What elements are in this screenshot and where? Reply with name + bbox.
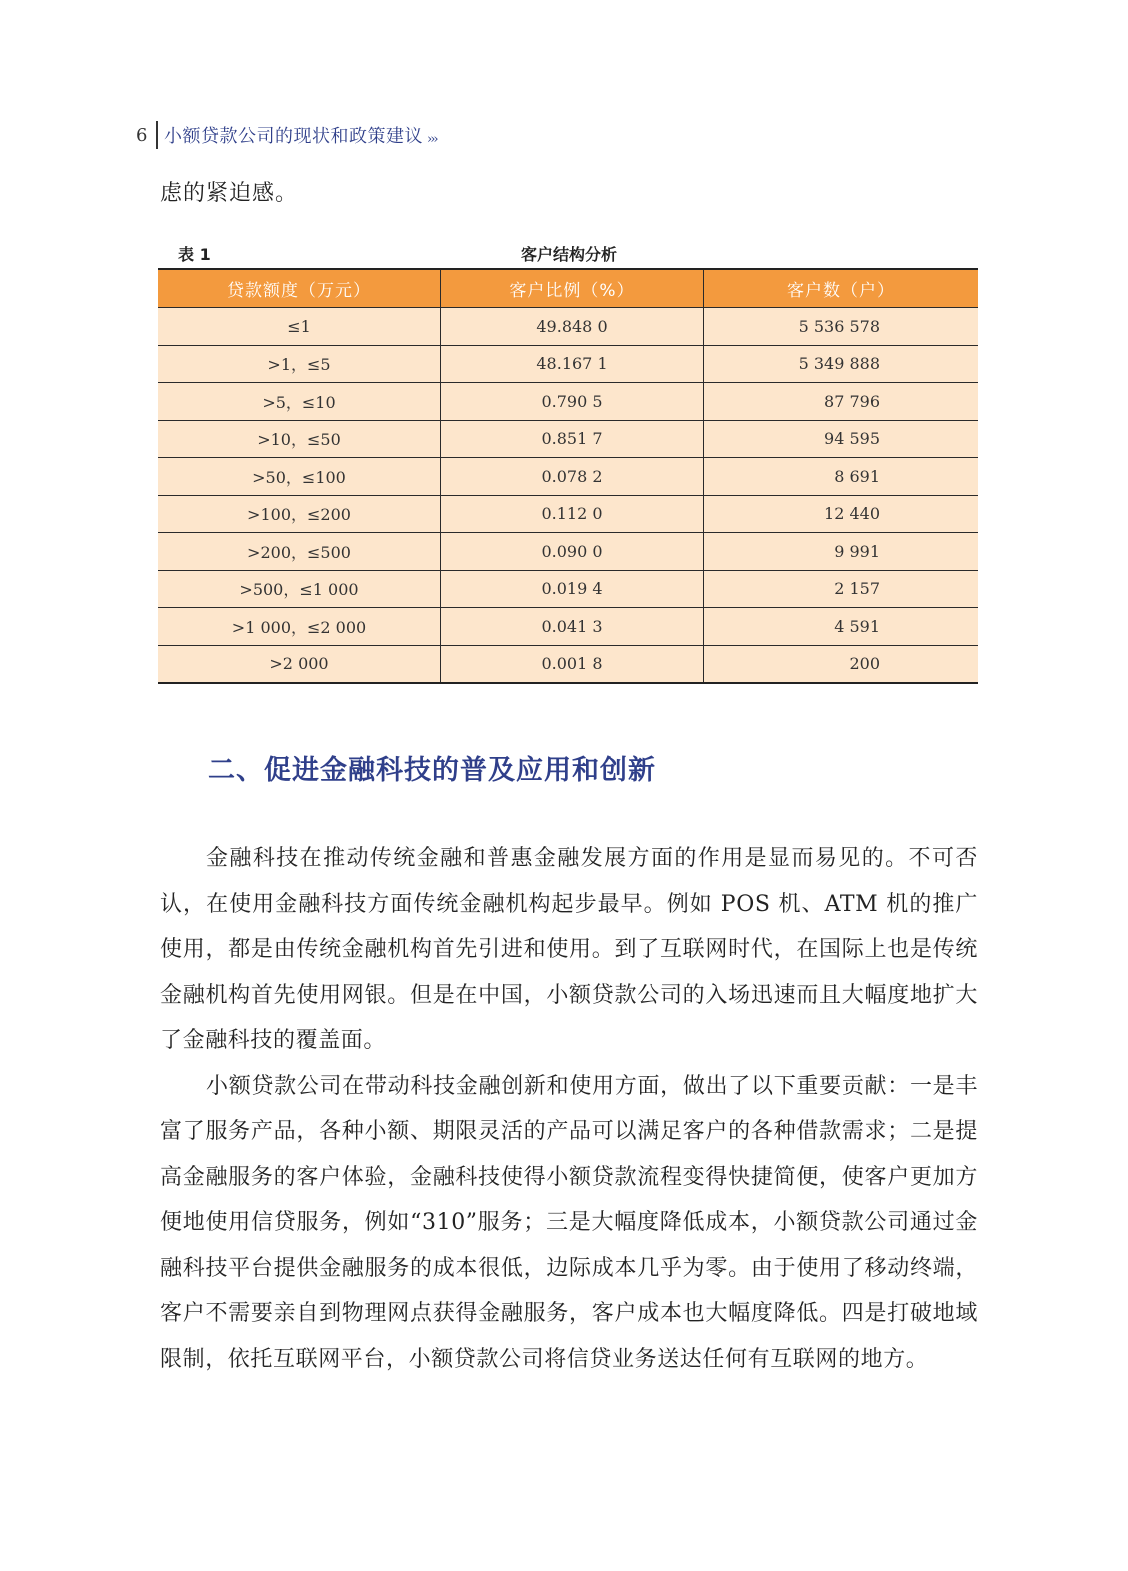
cell-range: >2 000 <box>158 645 441 683</box>
cell-range: >5，≤10 <box>158 383 441 421</box>
customer-structure-table <box>158 268 978 684</box>
body-paragraph: 金融科技在推动传统金融和普惠金融发展方面的作用是显而易见的。不可否认，在使用金融科技方面传统金融机构起步最早。例如 POS 机、ATM 机的推广使用，都是由传统金融机构首先引进和使用。到了互联网时代，在国际上也是传统金融机构首先使用网银。但是在中国，小额贷款公司的入场迅速而且大幅度地扩大了金融科技的覆盖面。 <box>160 846 978 1053</box>
cell-count: 87 796 <box>704 383 979 421</box>
cell-count: 94 595 <box>704 420 979 458</box>
column-header-customer-ratio: 客户比例（%） <box>441 269 704 308</box>
cell-range: ≤1 <box>158 308 441 346</box>
cell-range: >200，≤500 <box>158 533 441 571</box>
cell-range: >1，≤5 <box>158 345 441 383</box>
body-paragraph: 小额贷款公司在带动科技金融创新和使用方面，做出了以下重要贡献：一是丰富了服务产品，各种小额、期限灵活的产品可以满足客户的各种借款需求；二是提高金融服务的客户体验，金融科技使得小额贷款流程变得快捷简便，使客户更加方便地使用信贷服务，例如“310”服务；三是大幅度降低成本，小额贷款公司通过金融科技平台提供金融服务的成本很低，边际成本几乎为零。由于使用了移动终端，客户不需要亲自到物理网点获得金融服务，客户成本也大幅度降低。四是打破地域限制，依托互联网平台，小额贷款公司将信贷业务送达任何有互联网的地方。 <box>160 1073 978 1372</box>
cell-range: >1 000，≤2 000 <box>158 608 441 646</box>
table-row <box>158 608 978 646</box>
cell-ratio: 0.078 2 <box>441 458 704 496</box>
table-number: 表 1 <box>178 245 211 264</box>
cell-ratio: 0.112 0 <box>441 495 704 533</box>
table-header-row <box>158 269 978 308</box>
table-caption <box>160 240 978 266</box>
cell-count: 8 691 <box>704 458 979 496</box>
cell-count: 2 157 <box>704 570 979 608</box>
cell-ratio: 0.790 5 <box>441 383 704 421</box>
cell-count: 9 991 <box>704 533 979 571</box>
cell-range: >100，≤200 <box>158 495 441 533</box>
running-header <box>136 120 437 150</box>
cell-count: 12 440 <box>704 495 979 533</box>
cell-count: 5 349 888 <box>704 345 979 383</box>
cell-count: 5 536 578 <box>704 308 979 346</box>
table-title: 客户结构分析 <box>520 245 617 264</box>
book-title: 小额贷款公司的现状和政策建议 <box>164 126 423 147</box>
cell-ratio: 49.848 0 <box>441 308 704 346</box>
cell-ratio: 0.019 4 <box>441 570 704 608</box>
table-row <box>158 495 978 533</box>
column-header-loan-amount: 贷款额度（万元） <box>158 269 441 308</box>
column-header-customer-count: 客户数（户） <box>704 269 979 308</box>
table-row <box>158 345 978 383</box>
table-row <box>158 533 978 571</box>
cell-count: 4 591 <box>704 608 979 646</box>
table-row <box>158 308 978 346</box>
cell-range: >10，≤50 <box>158 420 441 458</box>
page-number: 6 <box>136 124 148 146</box>
table-row <box>158 570 978 608</box>
header-divider <box>156 121 158 149</box>
body-text <box>160 836 978 1382</box>
cell-ratio: 0.041 3 <box>441 608 704 646</box>
cell-count: 200 <box>704 645 979 683</box>
cell-range: >500，≤1 000 <box>158 570 441 608</box>
lead-text: 虑的紧迫感。 <box>160 181 299 206</box>
cell-ratio: 48.167 1 <box>441 345 704 383</box>
table-row <box>158 420 978 458</box>
cell-ratio: 0.090 0 <box>441 533 704 571</box>
cell-ratio: 0.851 7 <box>441 420 704 458</box>
chevrons-icon: ››› <box>427 131 437 147</box>
table-row <box>158 458 978 496</box>
table-row <box>158 645 978 683</box>
section-heading: 二、促进金融科技的普及应用和创新 <box>208 755 656 786</box>
table-row <box>158 383 978 421</box>
cell-ratio: 0.001 8 <box>441 645 704 683</box>
cell-range: >50，≤100 <box>158 458 441 496</box>
